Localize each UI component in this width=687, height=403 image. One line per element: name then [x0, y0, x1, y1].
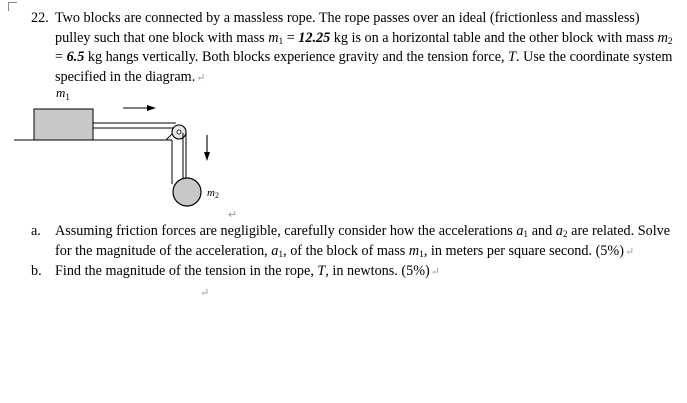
velocity-arrow-head: [147, 105, 156, 111]
m2-symbol: m: [657, 29, 668, 46]
question-text: Two blocks are connected by a massless rope. The rope passes over an ideal (frictionless and massless) pulley such that one block with mass $m_1 = 12.25$ kg is on a horizontal table and the other block with mass $m_2 = 6.5$ kg hangs vertically. Both blocks experience gravity and the tension force, T. Use the coordinate system specified in the diagram.↵: [55, 10, 673, 85]
part-b: b. Find the magnitude of the tension in the rope, T, in newtons. (5%)↵: [31, 262, 676, 283]
m1-label: $m_1$: [56, 85, 70, 102]
return-mark: ↵: [196, 71, 206, 84]
return-mark: ↵: [430, 266, 440, 278]
part-label: b.: [31, 263, 42, 279]
part-a: a. Assuming friction forces are negligible, carefully consider how the accelerations $a_1$ and $a_2$ are related. Solve for the magnitude of the acceleration, $a_1$, of the block of mass $m_1$, in meters per square second. (5%)↵: [31, 223, 671, 260]
return-mark: ↵: [228, 209, 238, 221]
m1-value: 12.25: [298, 29, 331, 46]
m2-value: 6.5: [66, 49, 85, 65]
pulley-axle: [177, 130, 181, 134]
m2-label: m2: [207, 187, 219, 200]
tension-symbol: T: [508, 49, 516, 65]
return-mark: ↵: [200, 286, 210, 299]
page-corner-mark: [8, 2, 17, 11]
pulley-diagram: [0, 80, 687, 225]
block-m2: [173, 178, 201, 206]
return-mark: ↵: [624, 245, 635, 258]
question-parts: [31, 222, 676, 302]
problem-22: [31, 9, 676, 88]
down-arrow-head: [204, 152, 210, 161]
question-number: 22.: [31, 10, 49, 26]
block-m1: [34, 109, 93, 140]
trailing-paragraph: [31, 283, 676, 302]
part-label: a.: [31, 223, 41, 239]
m1-symbol: m: [268, 29, 279, 46]
